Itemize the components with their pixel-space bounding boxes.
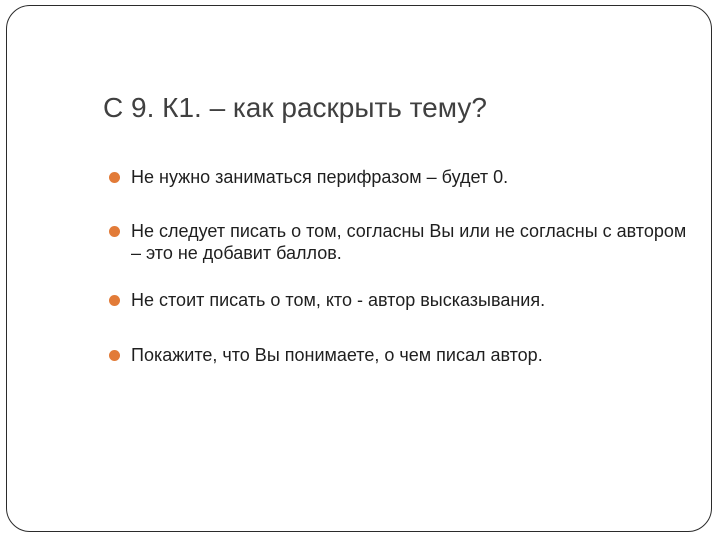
list-item-text: Не следует писать о том, согласны Вы или не согласны с автором – это не добавит баллов. [131, 221, 687, 263]
list-item [109, 166, 689, 188]
list-item-text: Не нужно заниматься перифразом – будет 0. [131, 167, 509, 187]
bullet-dot-icon [109, 295, 120, 306]
list-item [109, 344, 689, 366]
bullet-list [109, 166, 689, 399]
list-item [109, 220, 689, 264]
list-item-text: Не стоит писать о том, кто - автор высказывания. [131, 290, 546, 310]
bullet-dot-icon [109, 226, 120, 237]
slide-title: С 9. К1. – как раскрыть тему? [103, 92, 487, 123]
slide-frame [6, 5, 712, 532]
list-item-text: Покажите, что Вы понимаете, о чем писал автор. [131, 345, 543, 365]
list-item [109, 289, 689, 311]
bullet-dot-icon [109, 350, 120, 361]
bullet-dot-icon [109, 172, 120, 183]
